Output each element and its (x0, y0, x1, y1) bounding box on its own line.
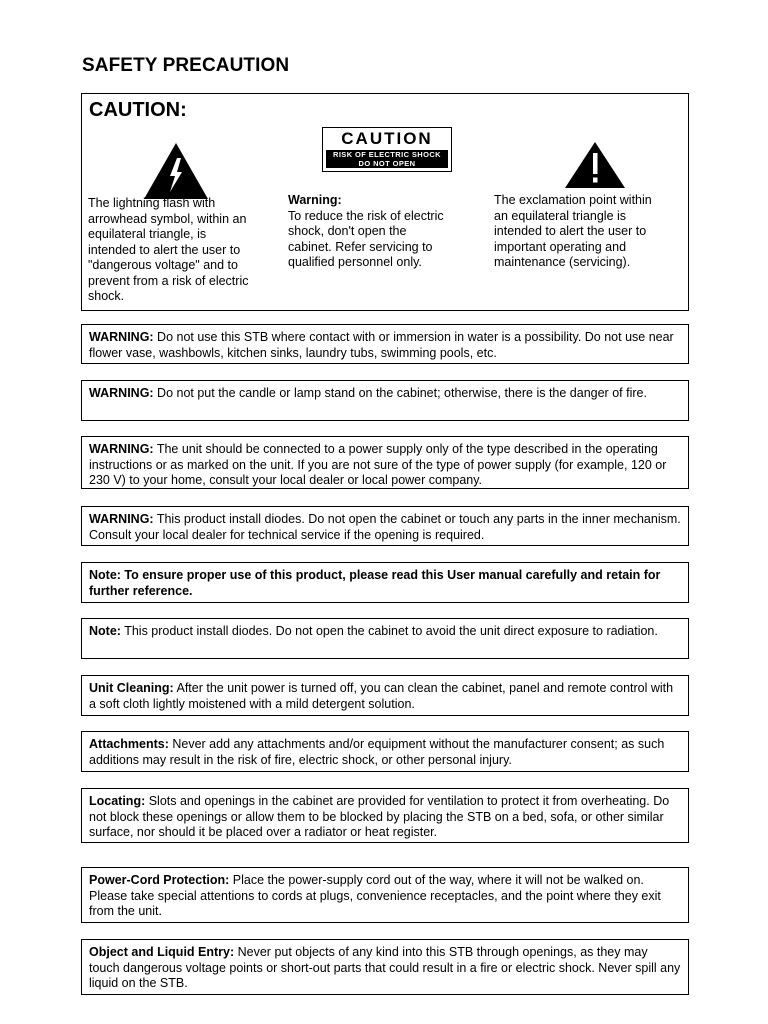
caution-box (81, 93, 689, 311)
notice-text: After the unit power is turned off, you can clean the cabinet, panel and remote control with a soft cloth lightly moistened with a mild detergent solution. (89, 681, 674, 711)
notice-label: Object and Liquid Entry: (89, 945, 235, 959)
notice-text: Slots and openings in the cabinet are provided for ventilation to protect it from overheating. Do not block these openings or allow them to be blocked by placing the STB on a bed, sofa, or other similar surface, nor should it be placed over a radiator or heat register. (89, 794, 670, 839)
caution-heading: CAUTION: (89, 99, 187, 121)
notice-power-cord (81, 867, 689, 923)
notice-label: WARNING: (89, 330, 154, 344)
exclamation-explanation: The exclamation point within an equilateral triangle is intended to alert the user to important operating and maintenance (servicing). (494, 193, 652, 269)
notice-text: Never put objects of any kind into this STB through openings, as they may touch dangerous voltage points or short-out parts that could result in a fire or electric shock. Never spill any liquid on the STB. (89, 945, 681, 990)
notice-unit-cleaning (81, 675, 689, 716)
lightning-triangle-icon (143, 142, 209, 200)
exclamation-triangle-icon (564, 141, 626, 189)
warning-explanation (288, 193, 453, 271)
notice-attachments (81, 731, 689, 772)
notice-label: Power-Cord Protection: (89, 873, 230, 887)
notice-label: Attachments: (89, 737, 169, 751)
notice-text: Place the power-supply cord out of the way, where it will not be walked on. Please take special attentions to cords at plugs, convenience receptacles, and the point where they exit from the unit. (89, 873, 661, 918)
lightning-explanation: The lightning flash with arrowhead symbol, within an equilateral triangle, is intended to alert the user to "dangerous voltage" and to prevent from a risk of electric shock. (88, 196, 249, 303)
notice-text: Do not use this STB where contact with or immersion in water is a possibility. Do not use near flower vase, washbowls, kitchen sinks, laundry tubs, swimming pools, etc. (89, 330, 674, 360)
notice-water-warning (81, 324, 689, 364)
page-title: SAFETY PRECAUTION (82, 55, 290, 76)
notice-label: WARNING: (89, 512, 154, 526)
notice-power-supply-warning (81, 436, 689, 489)
notice-label: WARNING: (89, 386, 154, 400)
notice-label: WARNING: (89, 442, 154, 456)
notice-label: Note: To ensure proper use of this product, please read this User manual carefully and retain for further reference. (89, 568, 661, 598)
caution-label-line-1: RISK OF ELECTRIC SHOCK (333, 150, 441, 159)
notice-text: Never add any attachments and/or equipment without the manufacturer consent; as such additions may result in the risk of fire, electric shock, or other personal injury. (89, 737, 665, 767)
caution-label-warning (326, 150, 448, 168)
notice-locating (81, 788, 689, 843)
caution-label-title: CAUTION (341, 129, 433, 148)
caution-shock-label (322, 127, 452, 172)
notice-diodes-warning (81, 506, 689, 546)
notice-text: The unit should be connected to a power supply only of the type described in the operating instructions or as marked on the unit. If you are not sure of the type of power supply (for example, 120 or 230 V) to your home, consult your local dealer or local power company. (89, 442, 667, 487)
notice-radiation (81, 618, 689, 659)
notice-label: Note: (89, 624, 121, 638)
notice-object-liquid (81, 939, 689, 995)
notice-text: This product install diodes. Do not open the cabinet or touch any parts in the inner mechanism. Consult your local dealer for technical service if the opening is required. (89, 512, 681, 542)
warning-title: Warning: (288, 193, 342, 207)
notice-label: Locating: (89, 794, 146, 808)
notice-text: This product install diodes. Do not open the cabinet to avoid the unit direct exposure to radiation. (120, 624, 658, 638)
notice-fire-warning (81, 380, 689, 421)
warning-text: To reduce the risk of electric shock, don't open the cabinet. Refer servicing to qualified personnel only. (288, 208, 444, 269)
notice-user-manual (81, 562, 689, 603)
notice-text: Do not put the candle or lamp stand on the cabinet; otherwise, there is the danger of fire. (153, 386, 647, 400)
caution-label-line-2: DO NOT OPEN (358, 159, 416, 168)
notice-label: Unit Cleaning: (89, 681, 174, 695)
